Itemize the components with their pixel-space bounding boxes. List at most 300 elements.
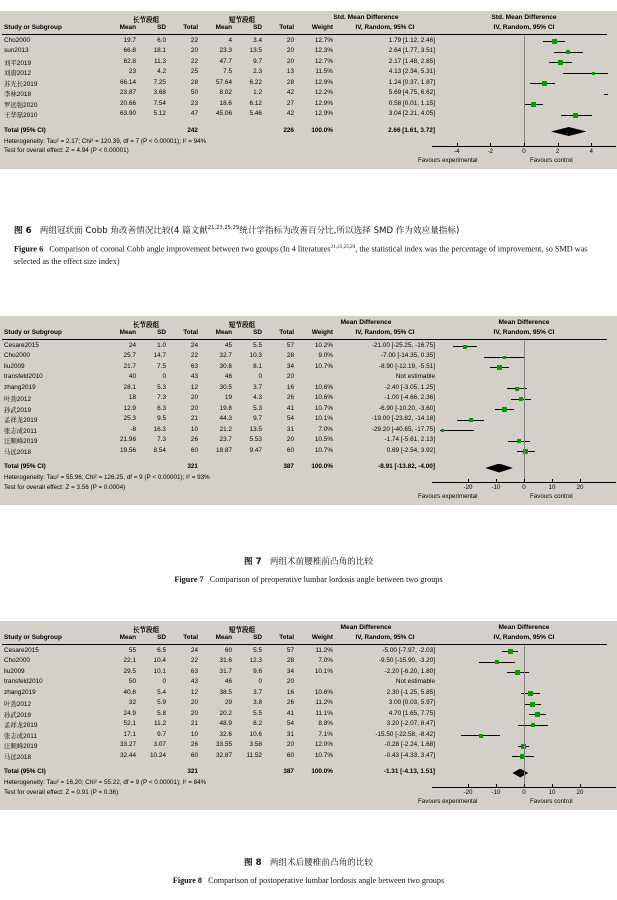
table-cell: 50 [190, 89, 198, 96]
table-cell: 23.7 [219, 436, 232, 443]
table-cell: 46 [224, 373, 232, 380]
table-cell: 0 [162, 678, 166, 685]
caption-figure8-chinese [0, 857, 617, 870]
table-cell: -2.40 [-3.05, 1.25] [384, 383, 435, 391]
table-cell: 45 [224, 341, 232, 349]
column-header: Mean [119, 634, 136, 641]
total-cell: 242 [187, 126, 198, 134]
study-label: 孟祥龙2019 [4, 722, 38, 729]
study-label: 孟祥龙2019 [4, 417, 38, 424]
table-cell: 20 [190, 47, 198, 54]
table-cell: 22.1 [123, 657, 136, 664]
effect-estimate-marker [519, 397, 523, 401]
table-cell: 11.3 [154, 57, 166, 65]
study-label: 叶劲2012 [4, 701, 31, 708]
table-cell: 63 [190, 667, 198, 675]
table-cell: 8.2 [253, 720, 262, 727]
table-cell: 3.00 [0.03, 5.97] [388, 699, 435, 706]
axis-tick [558, 143, 559, 146]
table-cell: 24 [190, 341, 198, 349]
table-cell: 10 [190, 425, 198, 433]
table-cell: 57 [286, 646, 294, 654]
table-cell: 32.7 [219, 352, 232, 359]
table-cell: 9.5 [157, 415, 166, 422]
table-cell: 25.3 [123, 415, 136, 422]
axis-tick [524, 143, 525, 146]
favours-experimental-label: Favours experimental [418, 798, 478, 805]
table-cell: 27 [286, 99, 294, 107]
caption-figure8-cn-label: 图 8 [244, 858, 262, 868]
table-cell: 7.25 [153, 78, 166, 86]
table-cell: 30.5 [219, 383, 232, 391]
effect-estimate-marker [517, 439, 521, 443]
table-cell: 25 [190, 68, 198, 75]
table-cell: 63.90 [120, 110, 136, 117]
table-cell: 6.5 [157, 646, 166, 654]
effect-estimate-marker [558, 60, 563, 65]
effect-estimate-marker [566, 50, 570, 54]
table-cell: 9.0% [318, 352, 333, 359]
table-cell: 12.9% [314, 78, 333, 86]
table-cell: 26 [190, 741, 198, 748]
axis-tick-label: 0 [522, 484, 526, 491]
total-cell: 2.66 [1.61, 3.72] [388, 126, 435, 134]
total-cell: 100.0% [311, 768, 333, 775]
table-cell: 5.5 [253, 646, 262, 654]
effect-model-label-graph: IV, Random, 95% CI [493, 329, 555, 336]
column-header: Total [279, 634, 294, 641]
overall-effect-test: Test for overall effect: Z = 0.91 (P = 0.36) [4, 788, 119, 796]
total-cell: Total (95% CI) [4, 768, 46, 775]
table-cell: 10 [190, 730, 198, 738]
column-header: Weight [311, 24, 333, 31]
table-cell: 5.53 [249, 436, 262, 443]
table-cell: -8.90 [-12.19, -5.51] [378, 362, 435, 370]
effect-estimate-marker [463, 345, 467, 349]
table-cell: 26 [190, 436, 198, 443]
table-cell: 10.7% [314, 751, 333, 759]
table-cell: 55 [128, 646, 136, 654]
caption-figure6-en-label: Figure 6 [14, 244, 44, 254]
table-cell: -19.00 [-23.82, -14.18] [371, 415, 435, 422]
table-cell: 20 [286, 373, 294, 380]
caption-figure7-cn-label: 图 7 [244, 557, 262, 567]
table-cell: 28.1 [123, 383, 136, 391]
header-divider [2, 644, 607, 645]
table-cell: 0.69 [-2.54, 3.92] [386, 446, 435, 454]
table-cell: 11.2 [154, 720, 166, 727]
table-cell: 5.46 [249, 110, 262, 117]
table-cell: 5.3 [157, 383, 166, 391]
effect-estimate-marker [535, 712, 540, 717]
table-cell: 4.70 [1.65, 7.75] [388, 709, 435, 717]
column-header: SD [253, 24, 262, 31]
table-cell: 57.64 [216, 78, 232, 86]
table-cell: -0.28 [-2.24, 1.68] [384, 741, 435, 748]
caption-figure6-en-text: Comparison of coronal Cobb angle improvement between two groups (In 4 literatures [49, 244, 331, 254]
table-cell: 10.4 [153, 657, 166, 664]
column-header: SD [253, 634, 262, 641]
table-cell: 20 [286, 57, 294, 65]
caption-figure7-en-label: Figure 7 [174, 575, 204, 584]
caption-figure6-english [14, 241, 603, 269]
study-label: 王华磊2010 [4, 112, 38, 119]
null-effect-line [524, 646, 525, 787]
total-cell: 100.0% [311, 126, 333, 134]
study-label: transfeld2010 [4, 373, 43, 380]
table-cell: 16 [286, 383, 294, 391]
table-cell: 7.5 [223, 68, 232, 75]
caption-figure7-cn-text: 两组术前腰椎前凸角的比较 [269, 557, 373, 567]
table-cell: 22 [190, 57, 198, 65]
column-header: IV, Random, 95% CI [355, 24, 415, 31]
effect-estimate-marker [495, 660, 499, 664]
total-cell: 387 [283, 463, 294, 470]
table-cell: 23.87 [120, 89, 136, 96]
study-label: 汪顺峰2019 [4, 438, 38, 445]
table-cell: 34 [286, 362, 294, 370]
table-cell: 26 [286, 699, 294, 706]
axis-tick [552, 784, 553, 787]
table-cell: 63 [190, 362, 198, 370]
table-cell: 10.1% [314, 667, 333, 675]
column-header: Study or Subgroup [4, 24, 62, 31]
table-cell: 12.3 [249, 657, 262, 664]
effect-estimate-marker [515, 387, 519, 391]
caption-figure6-en-text2: , the statistical index was the percentage of improvement, so SMD was selected as the effect size index) [14, 244, 588, 267]
plot-x-axis [432, 482, 616, 483]
table-cell: 62.8 [123, 57, 136, 65]
table-cell: 43 [190, 373, 198, 380]
table-cell: 19 [224, 394, 232, 401]
table-cell: 8.8% [318, 720, 333, 727]
effect-estimate-marker [441, 429, 444, 432]
table-cell: 10.6% [314, 383, 333, 391]
table-cell: 54 [286, 415, 294, 422]
table-cell: 20 [190, 699, 198, 706]
total-cell: 321 [187, 463, 198, 470]
table-cell: 66.8 [123, 47, 136, 54]
group-header-experimental: 长节段组 [132, 17, 160, 24]
table-cell: 10.6% [314, 688, 333, 696]
effect-estimate-marker [497, 365, 502, 370]
table-cell: 2.17 [1.48, 2.85] [388, 57, 435, 65]
table-cell: 13.5 [249, 425, 262, 433]
effect-estimate-marker [528, 691, 533, 696]
table-cell: 6.0 [157, 36, 166, 44]
axis-tick-label: 0 [522, 789, 526, 796]
table-cell: 9.7 [253, 57, 262, 65]
effect-measure-title: Std. Mean Difference [333, 14, 399, 21]
axis-tick [496, 784, 497, 787]
table-cell: 11.2% [315, 699, 333, 706]
table-cell: 31 [286, 425, 294, 433]
table-cell: 18.1 [153, 47, 166, 54]
forest-plot-figure8 [0, 620, 617, 810]
caption-figure7-en-text: Comparison of preoperative lumbar lordosis angle between two groups [209, 575, 443, 584]
axis-tick [580, 479, 581, 482]
table-cell: 12.2% [314, 89, 333, 96]
axis-tick-label: -2 [487, 147, 494, 155]
table-cell: 10.7% [314, 404, 333, 412]
study-label: 马远2018 [4, 448, 31, 456]
column-header: Weight [311, 329, 333, 336]
table-cell: 28 [286, 657, 294, 664]
table-cell: 10.7% [314, 362, 333, 370]
table-cell: 1.2 [253, 89, 262, 96]
caption-figure6-chinese [14, 222, 603, 238]
table-cell: 10.6 [249, 730, 262, 738]
table-cell: 7.0% [318, 425, 333, 433]
caption-figure6-cn-text: 两组冠状面 Cobb 角改善情况比较(4 篇文献 [39, 225, 208, 236]
table-cell: 20 [190, 709, 198, 717]
table-cell: 28 [286, 352, 294, 359]
table-cell: 10.2% [314, 341, 333, 349]
table-cell: 3.4 [253, 36, 262, 44]
caption-figure8-cn-text: 两组术后腰椎前凸角的比较 [269, 858, 373, 868]
plot-x-axis [432, 146, 616, 147]
table-cell: 41 [286, 709, 294, 717]
table-cell: 5.3 [253, 404, 262, 412]
study-label: 叶劲2012 [4, 396, 31, 403]
axis-tick-label: 20 [576, 484, 584, 491]
table-cell: 29.5 [123, 667, 136, 675]
table-cell: 10.1% [314, 415, 333, 422]
caption-figure6-cn-text2: 统计学指标为改善百分比,所以选择 SMD 作为效应量指标) [239, 225, 460, 236]
table-cell: 28 [286, 78, 294, 86]
table-cell: 0 [258, 373, 262, 380]
table-cell: 20 [190, 394, 198, 401]
axis-tick-label: 10 [548, 789, 556, 796]
table-cell: 28 [190, 78, 198, 86]
table-cell: 10.5% [314, 436, 333, 443]
table-cell: -21.00 [-25.25, -16.75] [371, 341, 435, 349]
column-header: Study or Subgroup [4, 634, 62, 641]
table-cell: 40.8 [123, 688, 136, 696]
effect-estimate-marker [542, 81, 547, 86]
table-cell: 13 [286, 68, 294, 75]
table-cell: 14.7 [153, 352, 166, 359]
caption-figure8-en-text: Comparison of postoperative lumbar lordosis angle between two groups [208, 876, 445, 885]
table-cell: -0.43 [-4.33, 3.47] [384, 751, 435, 759]
study-label: 孙武2019 [4, 406, 31, 414]
table-cell: 20.66 [120, 99, 136, 107]
effect-estimate-marker [508, 649, 513, 654]
heterogeneity-statistics: Heterogeneity: Tau² = 2.17; Chi² = 120.39, df = 7 (P < 0.00001); I² = 94% [4, 137, 207, 145]
table-cell: 60 [286, 751, 294, 759]
caption-figure8 [0, 857, 617, 888]
caption-figure6-cn-sup: 21,23,25,29 [207, 225, 240, 231]
table-cell: 38.5 [219, 688, 232, 696]
table-cell: 11.5% [315, 68, 333, 75]
study-label: 李林2018 [4, 91, 31, 98]
table-cell: 24 [128, 341, 136, 349]
table-cell: 60 [190, 751, 198, 759]
total-cell: 226 [283, 126, 294, 134]
study-label: transfeld2010 [4, 678, 43, 685]
effect-estimate-marker [469, 418, 473, 422]
table-cell: -15.50 [-22.58, -8.42] [375, 730, 435, 738]
column-header: Weight [311, 634, 333, 641]
axis-tick [490, 143, 491, 146]
table-cell: 5.9 [157, 699, 166, 706]
table-cell: 41 [286, 404, 294, 412]
group-header-control: 短节段组 [228, 17, 256, 24]
table-cell: 20 [286, 47, 294, 54]
table-cell: 4.3 [253, 394, 262, 401]
confidence-interval-line [440, 430, 474, 431]
table-cell: 5.4 [157, 688, 166, 696]
table-cell: 23 [190, 99, 198, 107]
favours-control-label: Favours control [530, 156, 573, 164]
table-cell: 9.7 [253, 415, 262, 422]
column-header: Mean [215, 634, 232, 641]
effect-measure-title-graph: Std. Mean Difference [491, 14, 557, 21]
group-header-experimental: 长节段组 [132, 627, 160, 634]
table-cell: 31 [286, 730, 294, 738]
column-header: Total [279, 24, 294, 31]
table-cell: 2.64 [1.77, 3.51] [388, 47, 435, 54]
table-cell: 12.7% [314, 36, 333, 44]
table-cell: 32.6 [219, 730, 232, 738]
table-cell: 19.8 [219, 404, 232, 412]
table-cell: 4.2 [157, 68, 166, 75]
column-header: Total [183, 329, 198, 336]
table-cell: 7.3 [157, 394, 166, 401]
table-cell: 30.6 [219, 362, 232, 370]
table-cell: 3.20 [-2.07, 8.47] [386, 720, 435, 727]
effect-model-label-graph: IV, Random, 95% CI [493, 634, 555, 641]
table-cell: 50 [128, 678, 136, 685]
table-cell: 5.5 [253, 341, 262, 349]
caption-figure7-english [0, 574, 617, 587]
table-cell: 45.06 [216, 110, 232, 117]
axis-tick-label: -20 [463, 789, 473, 796]
study-label: 孙武2019 [4, 711, 31, 719]
effect-estimate-marker [592, 72, 595, 75]
column-header: Mean [215, 24, 232, 31]
table-cell: 12.3% [314, 47, 333, 54]
table-cell: 44.3 [219, 415, 232, 422]
table-cell: -1.74 [-5.61, 2.13] [384, 436, 435, 443]
table-cell: 2.30 [-1.25, 5.85] [386, 688, 435, 696]
table-cell: 8.1 [253, 362, 262, 370]
table-cell: 21.7 [123, 362, 136, 370]
table-cell: 32.44 [120, 751, 136, 759]
axis-tick [580, 784, 581, 787]
table-cell: 0 [258, 678, 262, 685]
table-cell: 42 [286, 89, 294, 96]
table-cell: 21.96 [120, 436, 136, 443]
table-cell: 9.47 [249, 446, 262, 454]
table-cell: 31.6 [219, 657, 232, 664]
table-cell: 8.02 [219, 89, 232, 96]
summary-diamond [512, 769, 528, 778]
table-cell: 2.3 [253, 68, 262, 75]
table-cell: 48.9 [219, 720, 232, 727]
axis-tick-label: 10 [548, 484, 556, 491]
axis-tick-label: 0 [522, 147, 526, 155]
table-cell: 7.1% [318, 730, 333, 738]
table-cell: 20 [286, 741, 294, 748]
table-cell: 18 [128, 394, 136, 401]
table-cell: 16 [286, 688, 294, 696]
study-label: 苏光长2019 [4, 80, 38, 88]
study-label: Cho2000 [4, 352, 30, 359]
total-cell: 387 [283, 768, 294, 775]
column-header: IV, Random, 95% CI [355, 329, 415, 336]
table-cell: 42 [286, 110, 294, 117]
table-cell: 0.58 [0.01, 1.15] [388, 99, 435, 107]
table-cell: 47.7 [219, 57, 232, 65]
study-label: 汪顺峰2019 [4, 743, 38, 750]
table-cell: 3.68 [153, 89, 166, 96]
column-header: Total [279, 329, 294, 336]
study-label: zhang2019 [4, 383, 36, 391]
axis-tick-label: -10 [491, 789, 501, 796]
table-cell: 22 [190, 657, 198, 664]
column-header: Mean [119, 24, 136, 31]
group-header-experimental: 长节段组 [132, 322, 160, 329]
table-cell: 60 [286, 446, 294, 454]
table-cell: 26 [286, 394, 294, 401]
table-cell: 24 [190, 646, 198, 654]
table-cell: 43 [190, 678, 198, 685]
total-cell: -1.31 [-4.13, 1.51] [383, 768, 435, 775]
table-cell: 32.87 [216, 751, 232, 759]
table-cell: 7.5 [157, 362, 166, 370]
effect-estimate-marker [502, 407, 507, 412]
table-cell: 12.0% [314, 741, 333, 748]
column-header: SD [253, 329, 262, 336]
group-header-control: 短节段组 [228, 627, 256, 634]
table-cell: 29 [224, 699, 232, 706]
axis-tick-label: -10 [491, 484, 501, 491]
table-cell: 20 [286, 436, 294, 443]
caption-figure6 [0, 222, 617, 269]
caption-figure7 [0, 556, 617, 587]
table-cell: 32 [128, 699, 136, 706]
table-cell: 19.7 [123, 36, 136, 44]
table-cell: 6.12 [249, 99, 262, 107]
table-cell: 4.13 [2.34, 5.31] [388, 68, 435, 75]
table-cell: 12.9% [314, 99, 333, 107]
table-cell: -7.00 [-14.35, 0.35] [380, 352, 435, 359]
favours-experimental-label: Favours experimental [418, 156, 478, 164]
table-cell: 11.1% [315, 709, 333, 717]
total-cell: -8.91 [-13.82, -4.00] [378, 463, 435, 470]
caption-figure6-cn-label: 图 6 [14, 225, 32, 236]
table-cell: 20 [286, 678, 294, 685]
study-label: liu2009 [4, 362, 25, 370]
table-cell: 10.6% [314, 394, 333, 401]
effect-estimate-marker [479, 734, 483, 738]
column-header: Mean [119, 329, 136, 336]
summary-diamond [551, 127, 586, 136]
caption-figure8-english [0, 875, 617, 888]
table-cell: 24.9 [123, 709, 136, 717]
study-label: 马远2018 [4, 753, 31, 761]
table-cell: 3.7 [253, 383, 262, 391]
forest-plot-figure7 [0, 315, 617, 505]
axis-tick [591, 143, 592, 146]
table-cell: 20.2 [219, 709, 232, 717]
table-cell: 3.8 [253, 699, 262, 706]
column-header: IV, Random, 95% CI [355, 634, 415, 641]
table-cell: 3.04 [2.21, 4.05] [388, 110, 435, 117]
column-header: Total [183, 24, 198, 31]
axis-tick [468, 784, 469, 787]
